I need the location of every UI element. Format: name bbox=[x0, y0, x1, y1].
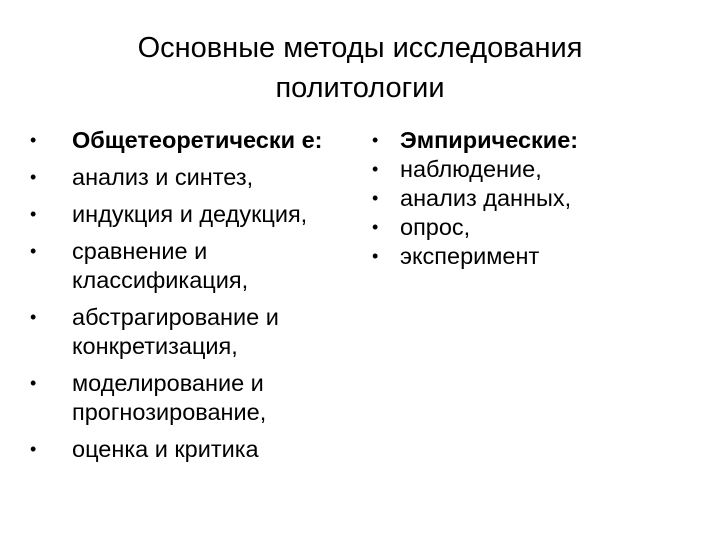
list-item-text: анализ данных, bbox=[400, 185, 572, 211]
list-item bbox=[30, 435, 350, 464]
bullet-icon: • bbox=[30, 241, 37, 261]
list-item bbox=[30, 200, 350, 229]
bullet-icon: • bbox=[372, 246, 379, 266]
list-item-text: сравнение и классификация, bbox=[72, 238, 249, 293]
bullet-icon: • bbox=[30, 373, 37, 393]
empirical-methods-list bbox=[372, 126, 702, 271]
list-item-text: опрос, bbox=[400, 214, 471, 240]
list-item bbox=[30, 369, 350, 427]
list-item-text: индукция и дедукция, bbox=[72, 201, 308, 227]
bullet-icon: • bbox=[372, 188, 379, 208]
list-item-text: эксперимент bbox=[400, 243, 540, 269]
theoretical-methods-list bbox=[30, 126, 350, 472]
list-item-empirical-heading bbox=[372, 126, 702, 155]
list-item-text: моделирование и прогнозирование, bbox=[72, 370, 267, 425]
slide-title bbox=[60, 28, 660, 108]
bullet-icon: • bbox=[372, 217, 379, 237]
list-item bbox=[372, 155, 702, 184]
slide-title-line-1: Основные методы исследования bbox=[137, 32, 583, 64]
list-item-text: Общетеоретически е: bbox=[72, 127, 323, 153]
list-item bbox=[372, 184, 702, 213]
list-item-theoretical-heading bbox=[30, 126, 350, 155]
bullet-icon: • bbox=[30, 307, 37, 327]
bullet-icon: • bbox=[30, 204, 37, 224]
bullet-icon: • bbox=[372, 159, 379, 179]
list-item-text: абстрагирование и конкретизация, bbox=[72, 304, 279, 359]
list-item bbox=[372, 242, 702, 271]
list-item bbox=[372, 213, 702, 242]
list-item-text: анализ и синтез, bbox=[72, 164, 254, 190]
list-item-text: оценка и критика bbox=[72, 436, 259, 462]
bullet-icon: • bbox=[30, 130, 37, 150]
slide-title-line-2: политологии bbox=[275, 72, 445, 104]
bullet-icon: • bbox=[372, 130, 379, 150]
bullet-icon: • bbox=[30, 167, 37, 187]
bullet-icon: • bbox=[30, 439, 37, 459]
list-item bbox=[30, 163, 350, 192]
list-item-text: наблюдение, bbox=[400, 156, 542, 182]
list-item bbox=[30, 237, 350, 295]
list-item bbox=[30, 303, 350, 361]
list-item-text: Эмпирические: bbox=[400, 127, 579, 153]
